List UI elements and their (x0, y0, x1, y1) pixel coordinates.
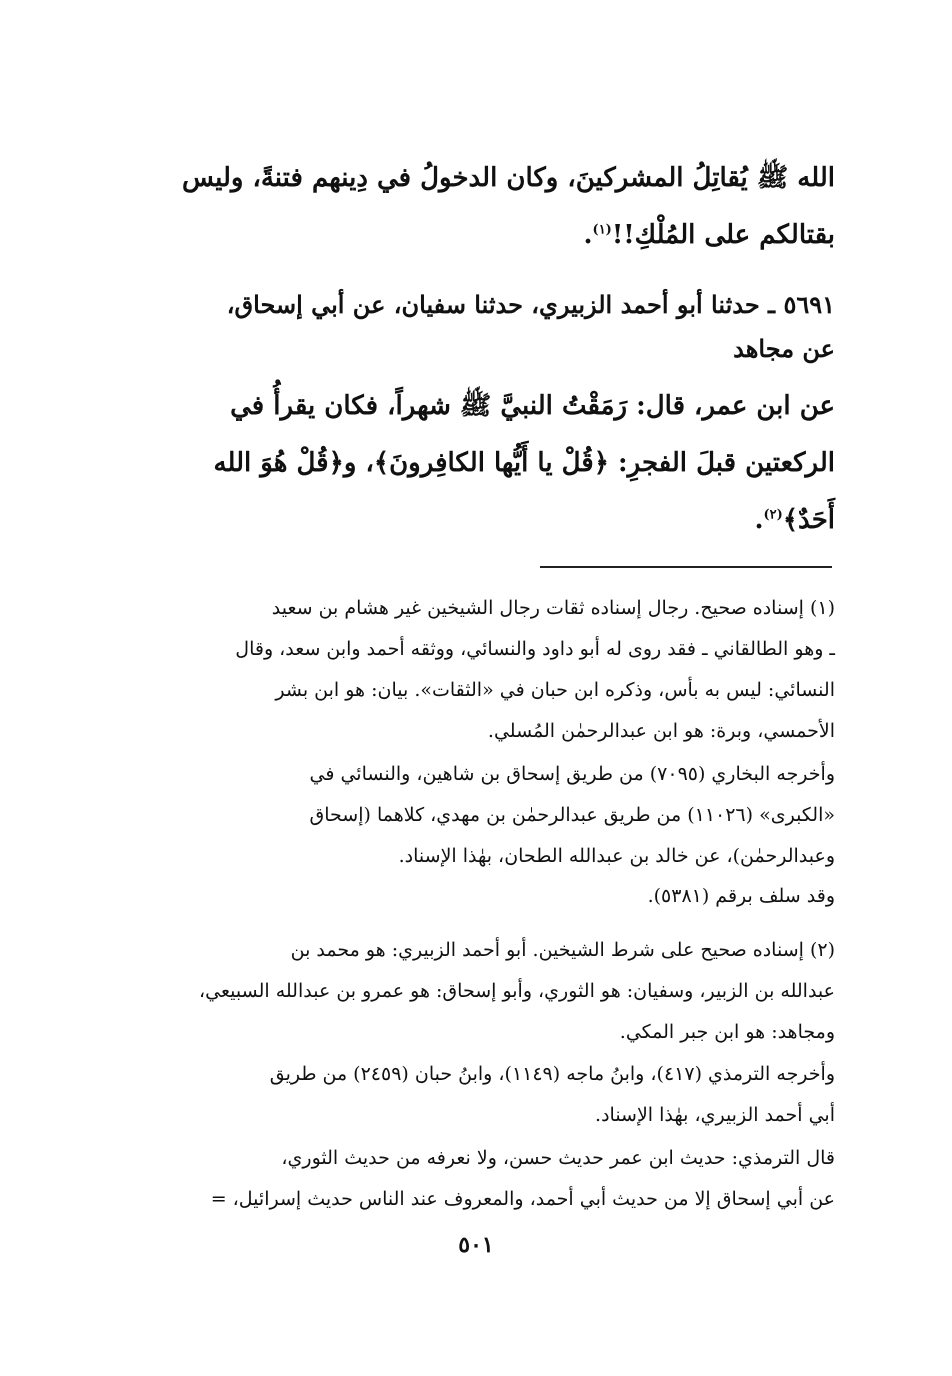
footnote-1 (135, 588, 835, 752)
main-paragraph-1 (135, 150, 835, 264)
footnote-ref: (٢) (763, 507, 783, 523)
footnote-line: وأخرجه البخاري (٧٠٩٥) من طريق إسحاق بن شاهين، والنسائي في (309, 763, 835, 785)
footnote-1-ref (135, 876, 835, 917)
footnote-line: (٢) إسناده صحيح على شرط الشيخين. أبو أحمد الزبيري: هو محمد بن (290, 939, 835, 961)
main-line: الله ﷺ يُقاتِلُ المشركينَ، وكان الدخولُ في دِينهم فتنةً، وليس (181, 163, 835, 193)
footnote-line: وأخرجه الترمذي (٤١٧)، وابنُ ماجه (١١٤٩)، وابنُ حبان (٢٤٥٩) من طريق (269, 1063, 835, 1085)
footnote-2-tirmidhi (135, 1138, 835, 1220)
main-line: أَحَدٌ﴾$^{(٢)}$. (754, 505, 835, 535)
footnote-line: أبي أحمد الزبيري، بهٰذا الإسناد. (595, 1104, 835, 1126)
main-line-text: أَحَدٌ﴾ (782, 505, 835, 535)
footnote-line: عن أبي إسحاق إلا من حديث أبي أحمد، والمعروف عند الناس حديث إسرائيل، = (210, 1188, 835, 1210)
footnote-1-sources (135, 754, 835, 877)
footnote-2-sources (135, 1054, 835, 1136)
footnote-line: ـ وهو الطالقاني ـ فقد روى له أبو داود والنسائي، ووثقه أحمد وابن سعد، وقال (235, 638, 835, 660)
hadith-chain (135, 283, 835, 371)
footnote-line: ومجاهد: هو ابن جبر المكي. (619, 1021, 835, 1043)
footnote-2 (135, 930, 835, 1053)
footnote-line: النسائي: ليس به بأس، وذكره ابن حبان في «الثقات». بيان: هو ابن بشر (275, 679, 835, 701)
page-number: ٥٠١ (458, 1232, 494, 1258)
main-line: بقتالكم على المُلْكِ!!$^{(١)}$. (583, 220, 835, 250)
footnote-line: (١) إسناده صحيح. رجال إسناده ثقات رجال الشيخين غير هشام بن سعيد (271, 597, 835, 619)
footnote-line: «الكبرى» (١١٠٢٦) من طريق عبدالرحمٰن بن مهدي، كلاهما (إسحاق (309, 804, 835, 826)
footnote-line: قال الترمذي: حديث ابن عمر حديث حسن، ولا نعرفه من حديث الثوري، (281, 1147, 835, 1169)
main-line: الركعتين قبلَ الفجرِ: ﴿قُلْ يا أَيُّها الكافِرونَ﴾، و﴿قُلْ هُوَ الله (213, 448, 835, 478)
hadith-chain-line: ٥٦٩١ ـ حدثنا أبو أحمد الزبيري، حدثنا سفيان، عن أبي إسحاق، (226, 290, 835, 319)
hadith-chain-line: عن مجاهد (733, 334, 835, 363)
main-paragraph-3 (135, 378, 835, 549)
footnote-divider (540, 566, 832, 568)
main-line: عن ابن عمر، قال: رَمَقْتُ النبيَّ ﷺ شهراً، فكان يقرأُ في (230, 391, 835, 421)
footnote-line: وعبدالرحمٰن)، عن خالد بن عبدالله الطحان، بهٰذا الإسناد. (398, 845, 835, 867)
main-line-text: بقتالكم على المُلْكِ!! (611, 220, 835, 250)
footnote-line: الأحمسي، وبرة: هو ابن عبدالرحمٰن المُسلي. (487, 720, 835, 742)
footnote-line: وقد سلف برقم (٥٣٨١). (647, 885, 835, 907)
footnote-line: عبدالله بن الزبير، وسفيان: هو الثوري، وأبو إسحاق: هو عمرو بن عبدالله السبيعي، (199, 980, 835, 1002)
footnote-ref: (١) (592, 222, 612, 238)
